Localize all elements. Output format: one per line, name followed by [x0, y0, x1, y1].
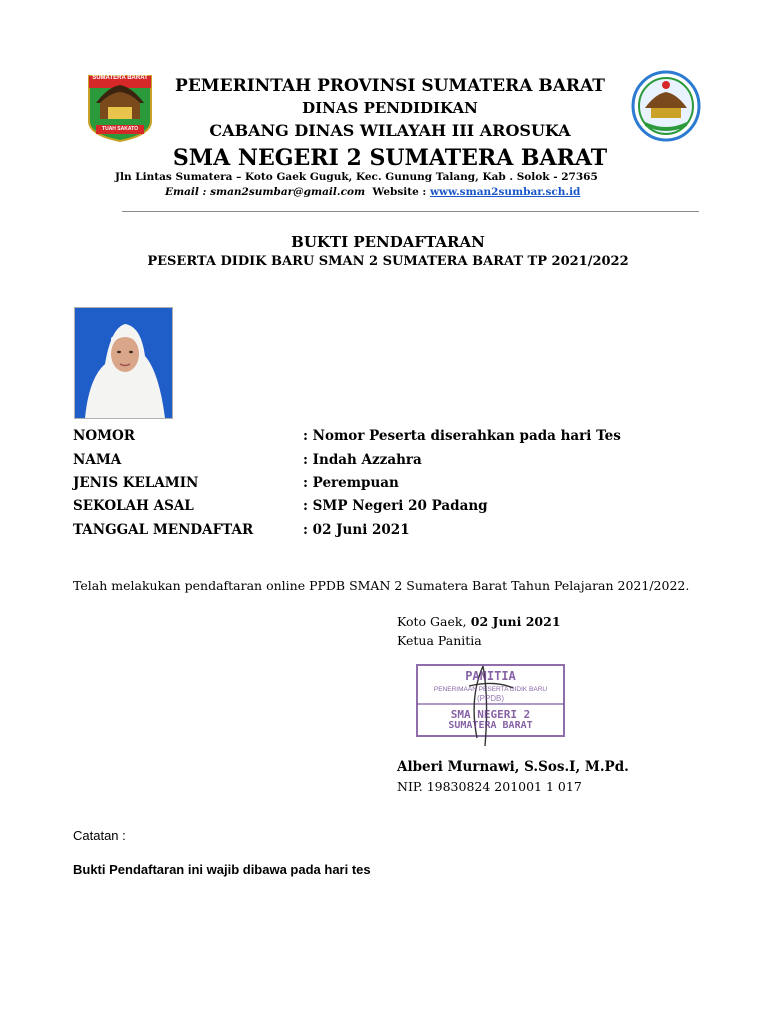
header-address: Jln Lintas Sumatera – Koto Gaek Guguk, Kec. Gunung Talang, Kab . Solok - 27365	[115, 171, 598, 183]
header-contact	[165, 186, 580, 198]
document-subtitle: PESERTA DIDIK BARU SMAN 2 SUMATERA BARAT TP 2021/2022	[147, 254, 629, 269]
registration-statement: Telah melakukan pendaftaran online PPDB SMAN 2 Sumatera Barat Tahun Pelajaran 2021/2022.	[73, 578, 690, 593]
province-logo-text-top: SUMATERA BARAT	[92, 75, 148, 81]
applicant-photo	[74, 307, 173, 419]
document-title: BUKTI PENDAFTARAN	[291, 233, 485, 251]
field-label-jenis-kelamin: JENIS KELAMIN	[73, 475, 199, 491]
school-logo	[631, 70, 701, 142]
field-value-nama: : Indah Azzahra	[303, 452, 422, 468]
header-divider	[122, 211, 699, 212]
header-website-label: Website :	[372, 186, 427, 198]
notes-text: Bukti Pendaftaran ini wajib dibawa pada hari tes	[73, 862, 371, 877]
header-branch: CABANG DINAS WILAYAH III AROSUKA	[209, 121, 571, 140]
header-government: PEMERINTAH PROVINSI SUMATERA BARAT	[175, 76, 605, 96]
field-label-tanggal-mendaftar: TANGGAL MENDAFTAR	[73, 522, 254, 538]
signature-place-date	[397, 614, 561, 629]
field-value-tanggal-mendaftar: : 02 Juni 2021	[303, 522, 410, 538]
stamp-line-4: SMA NEGERI 2	[450, 708, 531, 721]
website-link[interactable]: www.sman2sumbar.sch.id	[429, 186, 581, 198]
signature-role: Ketua Panitia	[397, 633, 482, 648]
signature-place: Koto Gaek,	[397, 614, 467, 629]
header-school-name: SMA NEGERI 2 SUMATERA BARAT	[172, 145, 608, 171]
field-label-nomor: NOMOR	[73, 428, 136, 444]
field-value-sekolah-asal: : SMP Negeri 20 Padang	[303, 498, 488, 514]
header-email: Email : sman2sumbar@gmail.com	[165, 186, 366, 198]
stamp-line-2: PENERIMAAN PESERTA DIDIK BARU	[433, 686, 548, 693]
stamp-line-3: (PPDB)	[476, 694, 505, 703]
header-department: DINAS PENDIDIKAN	[302, 99, 478, 117]
signer-name: Alberi Murnawi, S.Sos.I, M.Pd.	[397, 759, 629, 775]
province-logo-text-bottom: TUAH SAKATO	[102, 126, 138, 132]
field-label-sekolah-asal: SEKOLAH ASAL	[73, 498, 194, 514]
field-label-nama: NAMA	[73, 452, 122, 468]
signature-date: 02 Juni 2021	[466, 614, 561, 629]
stamp-line-1: PANITIA	[465, 669, 516, 683]
field-value-nomor: : Nomor Peserta diserahkan pada hari Tes	[303, 428, 621, 444]
signer-nip: NIP. 19830824 201001 1 017	[397, 779, 582, 794]
stamp-line-5: SUMATERA BARAT	[448, 720, 533, 731]
notes-label: Catatan :	[73, 828, 126, 843]
field-value-jenis-kelamin: : Perempuan	[303, 475, 399, 491]
